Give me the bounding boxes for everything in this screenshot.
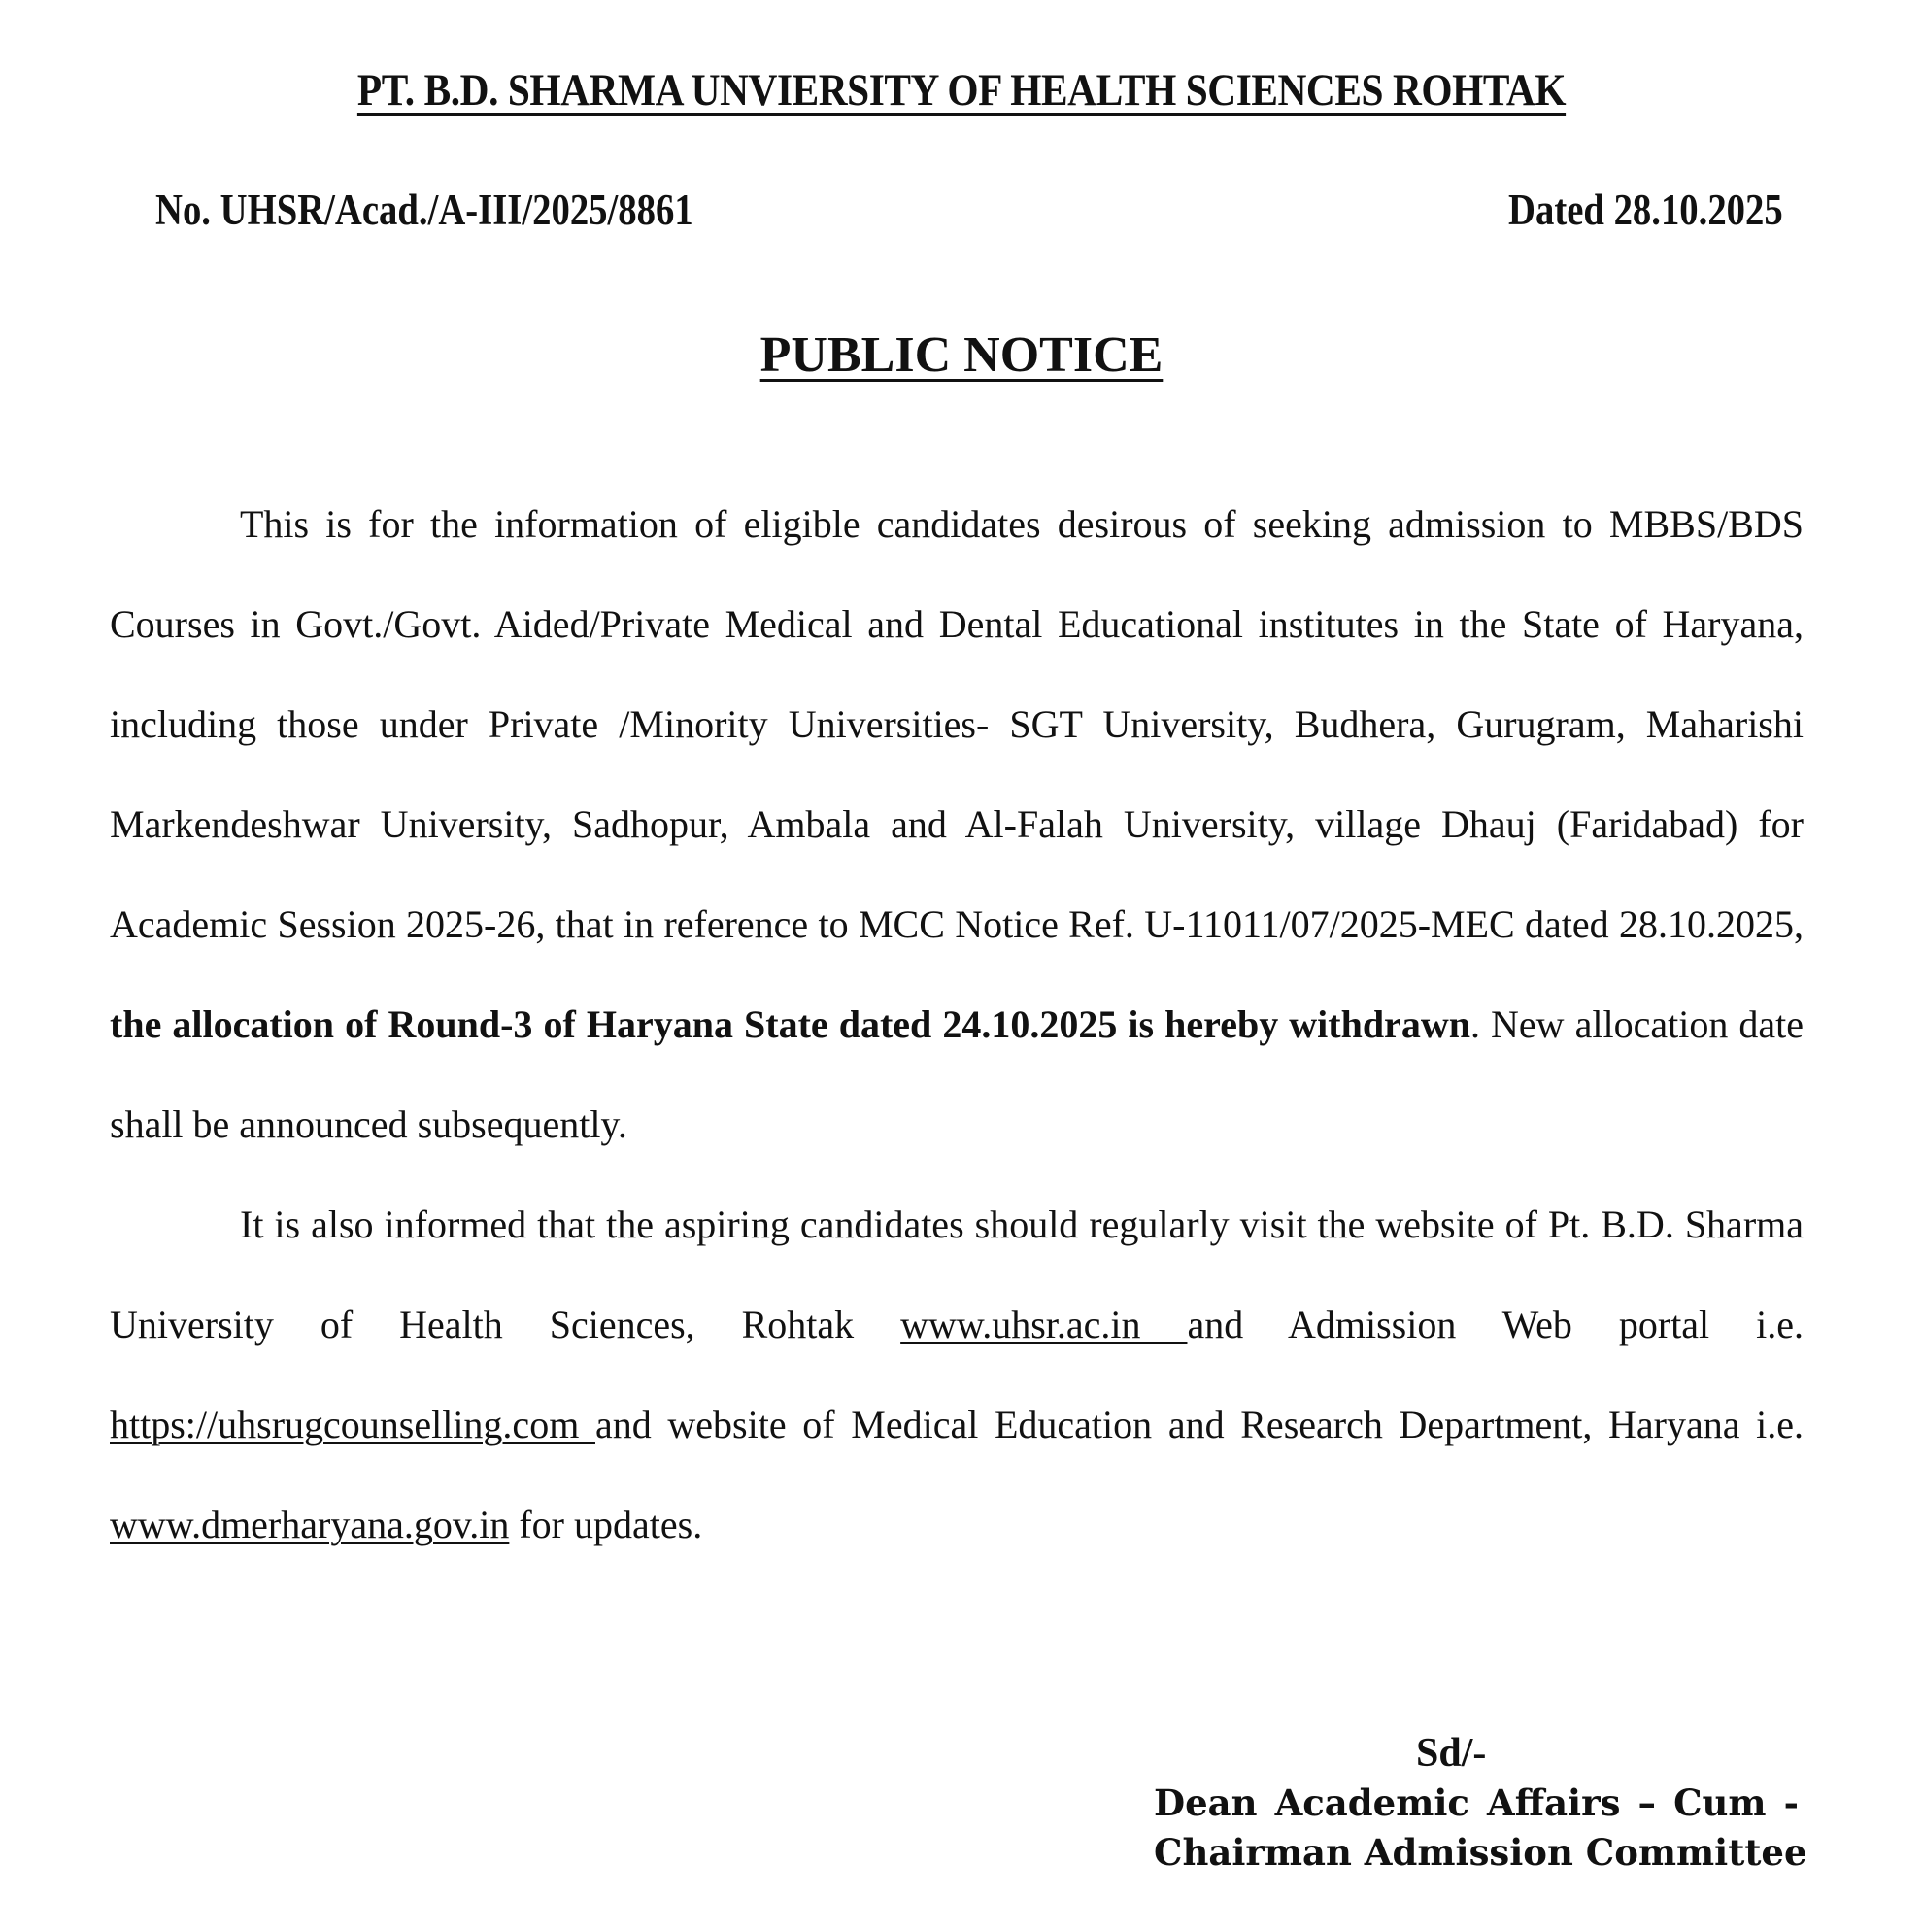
paragraph-1-text: This is for the information of eligible candidates desirous of seeking admission to MBBS/BDS Courses in Govt./Govt. Aided/Private Medical and Dental Educational institutes in the State of Haryana, including those under Private /Minority Universities- SGT University, Budhera, Gurugram, Maharishi Markendeshwar University, Sadhopur, Ambala and Al-Falah University, village Dhauj (Faridabad) for Academic Session 2025-26, that in reference to MCC Notice Ref. U-11011/07/2025-MEC dated 28.10.2025, xyxy=(110,502,1804,946)
signatory-designation: Dean Academic Affairs – Cum - xyxy=(1154,1781,1799,1824)
notice-body xyxy=(110,474,1804,1575)
university-title: PT. B.D. SHARMA UNVIERSITY OF HEALTH SCIENCES ROHTAK xyxy=(356,65,1567,116)
notice-date: Dated 28.10.2025 xyxy=(1508,186,1783,234)
notice-paragraph-2 xyxy=(110,1174,1804,1575)
reference-number: No. UHSR/Acad./A-III/2025/8861 xyxy=(155,186,693,234)
signed-mark: Sd/- xyxy=(1416,1731,1487,1776)
paragraph-2-dmer-text: and website of Medical Education and Research Department, Haryana i.e. xyxy=(594,1403,1804,1446)
paragraph-2-text: It is also informed that the aspiring candidates should regularly visit the website of Pt. B.D. Sharma University of Health Sciences, Rohtak xyxy=(110,1203,1804,1346)
notice-paragraph-1 xyxy=(110,474,1804,1174)
dmer-website-link[interactable]: www.dmerharyana.gov.in xyxy=(110,1503,510,1546)
uhsr-website-link[interactable]: www.uhsr.ac.in xyxy=(900,1303,1188,1346)
paragraph-1-closing: . New allocation date shall be announced subsequently. xyxy=(110,1002,1804,1146)
counselling-portal-link[interactable]: https://uhsrugcounselling.com xyxy=(110,1403,595,1446)
withdrawal-statement: the allocation of Round-3 of Haryana State dated 24.10.2025 is hereby withdrawn xyxy=(110,1002,1470,1046)
paragraph-2-portal-text: and Admission Web portal i.e. xyxy=(1187,1303,1805,1346)
signature-block xyxy=(1154,1729,1814,1878)
notice-heading: PUBLIC NOTICE xyxy=(759,327,1164,383)
signatory-committee: Chairman Admission Committee xyxy=(1154,1831,1807,1874)
paragraph-2-closing: for updates. xyxy=(509,1503,703,1546)
